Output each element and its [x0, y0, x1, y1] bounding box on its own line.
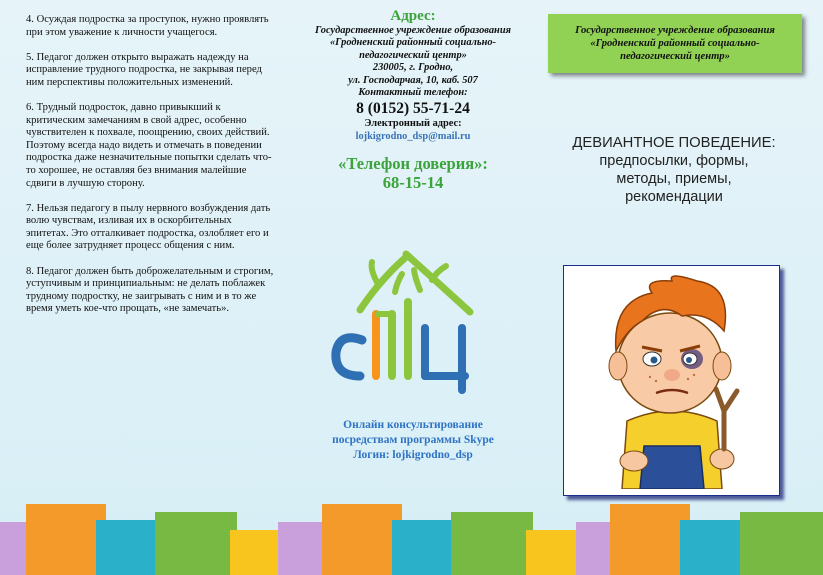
org-line: педагогический центр»: [620, 51, 730, 62]
title-line: рекомендации: [625, 189, 723, 205]
recommendation-8: 8. Педагог должен быть доброжелательным и строгим, уступчивым и принципиальным: не делать поблажек трудному подростку, не заигрывать с ним и в то же время уметь кое-что прощать, «не замечать».: [26, 265, 274, 315]
address-line: ул. Господарчая, 10, каб. 507: [348, 74, 478, 86]
cartoon-boy-picture: [563, 265, 780, 496]
brochure-title: [544, 134, 804, 206]
contacts-column: [300, 8, 526, 192]
address-line: 230005, г. Гродно,: [372, 62, 454, 74]
logo-roof: [360, 254, 470, 312]
boy-illustration: [572, 271, 772, 489]
address-title: Адрес:: [390, 8, 436, 24]
spc-logo: [320, 240, 510, 400]
decorative-blocks: [0, 500, 823, 575]
title-line: методы, приемы,: [616, 171, 732, 187]
organization-box: [548, 14, 802, 73]
skype-consultation: [300, 418, 526, 463]
email-label: Электронный адрес:: [364, 118, 462, 130]
recommendation-5: 5. Педагог должен открыто выражать надежду на исправление трудного подростка, не закрывая перед ним перспективы положительных изменений.: [26, 51, 262, 88]
contact-phone[interactable]: 8 (0152) 55-71-24: [356, 100, 470, 118]
hotline-number[interactable]: 68-15-14: [382, 173, 444, 193]
address-line: Государственное учреждение образования: [315, 25, 511, 36]
email-link[interactable]: lojkigrodno_dsp@mail.ru: [355, 131, 471, 143]
recommendation-6: 6. Трудный подросток, давно привыкший к критическим замечаниям в свой адрес, особенно чувствителен к похвале, поощрению, своих действий. Поэтому всегда надо видеть и отмечать в поведении подростка даже незначительные попытки сделать что-то хорошее, не оставляя без внимания малейшие сдвиги в лучшую сторону.: [26, 101, 272, 189]
logo-letters: [336, 302, 465, 390]
title-line: предпосылки, формы,: [599, 153, 749, 169]
contact-phone-label: Контактный телефон:: [358, 87, 468, 99]
recommendation-4: 4. Осуждая подростка за проступок, нужно проявлять при этом уважение к личности учащегося.: [26, 14, 269, 38]
hotline-label: «Телефон доверия»:: [338, 154, 488, 174]
skype-line: Онлайн консультирование: [343, 419, 483, 431]
skype-line: посредствам программы Skype: [332, 434, 494, 446]
address-line: «Гродненский районный социально-: [329, 37, 497, 49]
skype-login[interactable]: Логин: lojkigrodno_dsp: [353, 449, 473, 461]
address-line: педагогический центр»: [359, 49, 467, 61]
recommendation-7: 7. Нельзя педагогу в пылу нервного возбуждения дать волю чувствам, изливая их в оскорбительных эпитетах. Это отталкивает подростка, озлобляет его и еще более затрудняет процесс общения с ним.: [26, 202, 271, 252]
recommendations-column: [26, 14, 276, 328]
title-line: ДЕВИАНТНОЕ ПОВЕДЕНИЕ:: [572, 135, 776, 151]
org-line: «Гродненский районный социально-: [590, 38, 760, 49]
org-line: Государственное учреждение образования: [575, 25, 775, 36]
